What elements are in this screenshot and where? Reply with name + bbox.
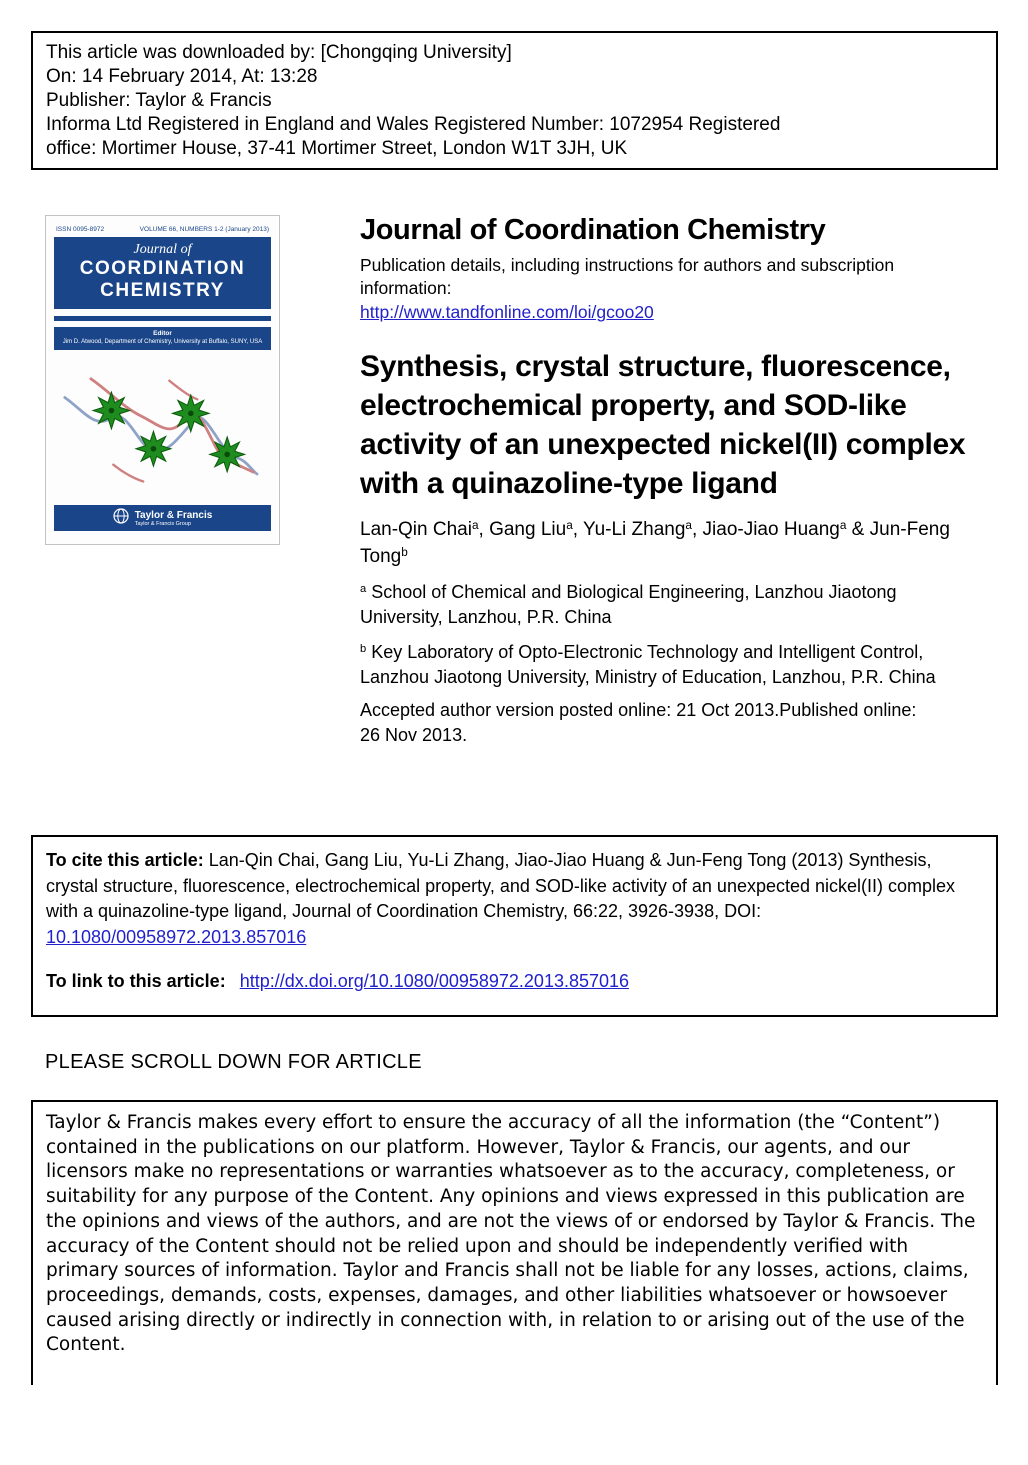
publication-details: Publication details, including instructions for authors and subscription information: xyxy=(360,255,895,298)
download-info-line: office: Mortimer House, 37-41 Mortimer Street, London W1T 3JH, UK xyxy=(46,138,628,159)
citation-box xyxy=(31,835,998,1017)
link-label: To link to this article: xyxy=(46,971,226,991)
author-name: Gang Liu xyxy=(489,519,567,540)
affiliation-sup: a xyxy=(360,582,367,595)
cover-editor-band xyxy=(54,327,271,350)
affiliation-sup: b xyxy=(360,642,367,655)
cover-volume: VOLUME 66, NUMBERS 1-2 (January 2013) xyxy=(139,226,269,233)
cover-issn: ISSN 0095-8972 xyxy=(56,226,105,233)
masthead-coordination: COORDINATION xyxy=(79,258,246,279)
article-title: Synthesis, crystal structure, fluorescence, electrochemical property, and SOD-like activity of an unexpected nickel(II) complex with a quinazoline-type ligand xyxy=(360,350,966,500)
affiliation-text: School of Chemical and Biological Engineering, Lanzhou Jiaotong University, Lanzhou, P.R. China xyxy=(360,582,897,627)
affiliation-text: Key Laboratory of Opto-Electronic Technology and Intelligent Control, Lanzhou Jiaotong University, Ministry of Education, Lanzhou, P.R. China xyxy=(360,642,936,687)
affiliation-b xyxy=(360,640,966,690)
author-affiliation-sup: a xyxy=(839,518,847,532)
author-separator: & xyxy=(846,519,870,540)
article-url-link[interactable]: http://dx.doi.org/10.1080/00958972.2013.857016 xyxy=(239,971,630,991)
globe-icon xyxy=(113,508,129,529)
publisher-name: Taylor & Francis xyxy=(134,509,213,521)
masthead-chemistry: CHEMISTRY xyxy=(100,280,225,301)
disclaimer-box xyxy=(31,1100,998,1385)
author-separator: , xyxy=(691,519,703,540)
scroll-notice: PLEASE SCROLL DOWN FOR ARTICLE xyxy=(45,1051,422,1073)
download-info-line: Informa Ltd Registered in England and Wales Registered Number: 1072954 Registered xyxy=(46,114,781,135)
download-info-line: Publisher: Taylor & Francis xyxy=(46,90,272,111)
cover-masthead xyxy=(54,237,271,309)
author-separator: , xyxy=(572,519,583,540)
cover-editor-line: Jim D. Atwood, Department of Chemistry, University at Buffalo, SUNY, USA xyxy=(62,339,263,345)
journal-url-link[interactable]: http://www.tandfonline.com/loi/gcoo20 xyxy=(360,302,654,322)
download-info-box xyxy=(31,31,998,170)
cover-topline xyxy=(56,226,269,233)
author-affiliation-sup: b xyxy=(401,545,408,559)
download-info-line: On: 14 February 2014, At: 13:28 xyxy=(46,66,318,87)
author-list xyxy=(360,516,972,570)
author-name: Jiao-Jiao Huang xyxy=(702,519,840,540)
cite-text: Lan-Qin Chai, Gang Liu, Yu-Li Zhang, Jiao-Jiao Huang & Jun-Feng Tong (2013) Synthesis, crystal structure, fluorescence, electrochemical property, and SOD-like activity of an unexpected nickel(II) complex with a quinazoline-type ligand, Journal of Coordination Chemistry, 66:22, 3926-3938, DOI: xyxy=(46,850,956,921)
molecule-structure-image xyxy=(50,362,275,507)
journal-title: Journal of Coordination Chemistry xyxy=(360,214,826,246)
author-name: Lan-Qin Chai xyxy=(360,519,472,540)
author-separator: , xyxy=(478,519,490,540)
cover-publisher-band xyxy=(54,505,271,531)
author-affiliation-sup: a xyxy=(685,518,692,532)
disclaimer-text: Taylor & Francis makes every effort to ensure the accuracy of all the information (the “Content”) contained in the publications on our platform. However, Taylor & Francis, our agents, and our licensors make no representations or warranties whatsoever as to the accuracy, completeness, or suitability for any purpose of the Content. Any opinions and views expressed in this publication are the opinions and views of the authors, and are not the views of or endorsed by Taylor & Francis. The accuracy of the Content should not be relied upon and should be independently verified with primary sources of information. Taylor and Francis shall not be liable for any losses, actions, claims, proceedings, demands, costs, expenses, damages, and other liabilities whatsoever or howsoever caused arising directly or indirectly in connection with, in relation to or arising out of the use of the Content. xyxy=(46,1112,976,1356)
author-name: Jun-Feng Tong xyxy=(360,519,950,567)
masthead-journal-of: Journal of xyxy=(133,242,192,257)
author-affiliation-sup: a xyxy=(471,518,479,532)
article-header-column xyxy=(360,213,998,748)
author-name: Yu-Li Zhang xyxy=(582,519,686,540)
author-affiliation-sup: a xyxy=(566,518,573,532)
doi-link[interactable]: 10.1080/00958972.2013.857016 xyxy=(46,926,307,947)
cover-divider xyxy=(54,316,271,321)
cite-paragraph xyxy=(46,848,983,950)
download-info-line: This article was downloaded by: [Chongqing University] xyxy=(46,42,512,63)
journal-cover-thumbnail xyxy=(45,215,280,545)
affiliation-a xyxy=(360,580,966,630)
link-paragraph xyxy=(46,969,983,995)
publication-history: Accepted author version posted online: 21 Oct 2013.Published online: 26 Nov 2013. xyxy=(360,700,917,745)
cover-editor-label: Editor xyxy=(153,330,172,337)
publisher-group: Taylor & Francis Group xyxy=(134,520,191,527)
cite-label: To cite this article: xyxy=(46,850,204,870)
